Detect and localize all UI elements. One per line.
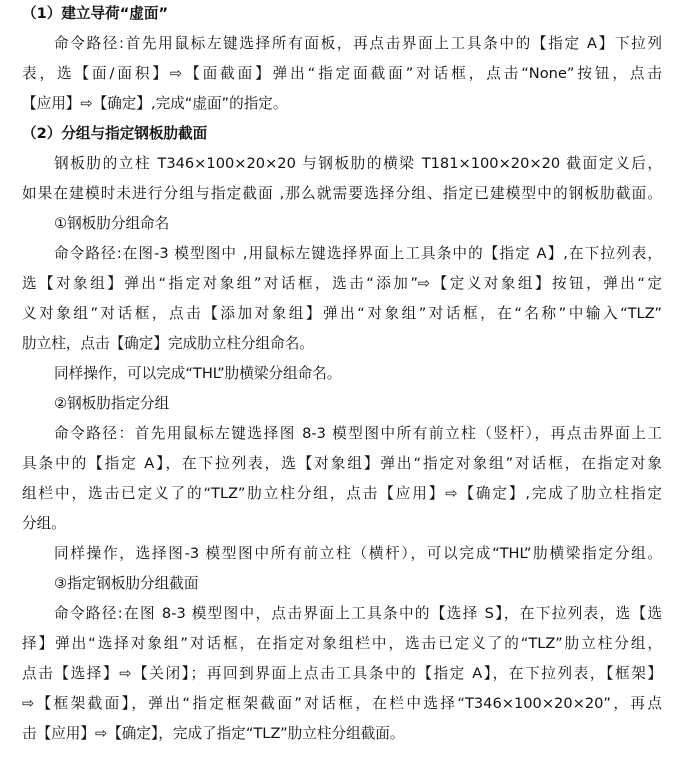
paragraph-line: 命令路径:在图-3 模型图中 ,用鼠标左键选择界面上工具条中的【指定 A】,在下拉列表， bbox=[54, 245, 662, 262]
section-heading-2: （2）分组与指定钢板肋截面 bbox=[22, 125, 208, 142]
paragraph-line: 钢板肋的立柱 T346×100×20×20 与钢板肋的横梁 T181×100×20×20 截面定义后， bbox=[54, 155, 662, 172]
subheading-line: ②钢板肋指定分组 bbox=[54, 395, 170, 412]
paragraph-line: 表，选【面/面积】⇨【面截面】弹出“指定面截面”对话框，点击“None”按钮，点击 bbox=[22, 65, 662, 82]
paragraph-line: 同样操作，选择图-3 模型图中所有前立柱（横杆），可以完成“THL”肋横梁指定分组。 bbox=[54, 545, 662, 562]
paragraph-line: 义对象组”对话框，点击【添加对象组】弹出“对象组”对话框，在“名称”中输入“TLZ” bbox=[22, 305, 662, 322]
paragraph-line: 命令路径:首先用鼠标左键选择所有面板，再点击界面上工具条中的【指定 A】下拉列 bbox=[54, 35, 662, 52]
paragraph-line: 同样操作，可以完成“THL”肋横梁分组命名。 bbox=[54, 365, 342, 382]
subheading-line: ③指定钢板肋分组截面 bbox=[54, 575, 199, 592]
paragraph-line: 【应用】⇨【确定】,完成“虚面”的指定。 bbox=[22, 95, 288, 112]
paragraph-line: 点击【选择】⇨【关闭】；再回到界面上点击工具条中的【指定 A】，在下拉列表，【框架】 bbox=[22, 665, 662, 682]
paragraph-line: 组栏中，选击已定义了的“TLZ”肋立柱分组，点击【应用】⇨【确定】,完成了肋立柱指定 bbox=[22, 485, 662, 502]
paragraph-line: 择】弹出“选择对象组”对话框，在指定对象组栏中，选击已定义了的“TLZ”肋立柱分组， bbox=[22, 635, 662, 652]
paragraph-line: ⇨【框架截面】，弹出“指定框架截面”对话框，在栏中选择“T346×100×20×20”，再点 bbox=[22, 695, 662, 712]
paragraph-line: 击【应用】⇨【确定】，完成了指定“TLZ”肋立柱分组截面。 bbox=[22, 725, 405, 742]
paragraph-line: 分组。 bbox=[22, 515, 66, 532]
subheading-line: ①钢板肋分组命名 bbox=[54, 215, 170, 232]
section-heading-1: （1）建立导荷“虚面” bbox=[22, 5, 169, 22]
paragraph-line: 选【对象组】弹出“指定对象组”对话框，选击“添加”⇨【定义对象组】按钮，弹出“定 bbox=[22, 275, 662, 292]
paragraph-line: 如果在建模时未进行分组与指定截面 ,那么就需要选择分组、指定已建模型中的钢板肋截面。 bbox=[22, 185, 662, 202]
paragraph-line: 命令路径：首先用鼠标左键选择图 8-3 模型图中所有前立柱（竖杆），再点击界面上工 bbox=[54, 425, 662, 442]
paragraph-line: 具条中的【指定 A】，在下拉列表，选【对象组】弹出“指定对象组”对话框，在指定对象 bbox=[22, 455, 662, 472]
paragraph-line: 肋立柱，点击【确定】完成肋立柱分组命名。 bbox=[22, 335, 314, 352]
paragraph-line: 命令路径:在图 8-3 模型图中，点击界面上工具条中的【选择 S】，在下拉列表，选【选 bbox=[54, 605, 662, 622]
